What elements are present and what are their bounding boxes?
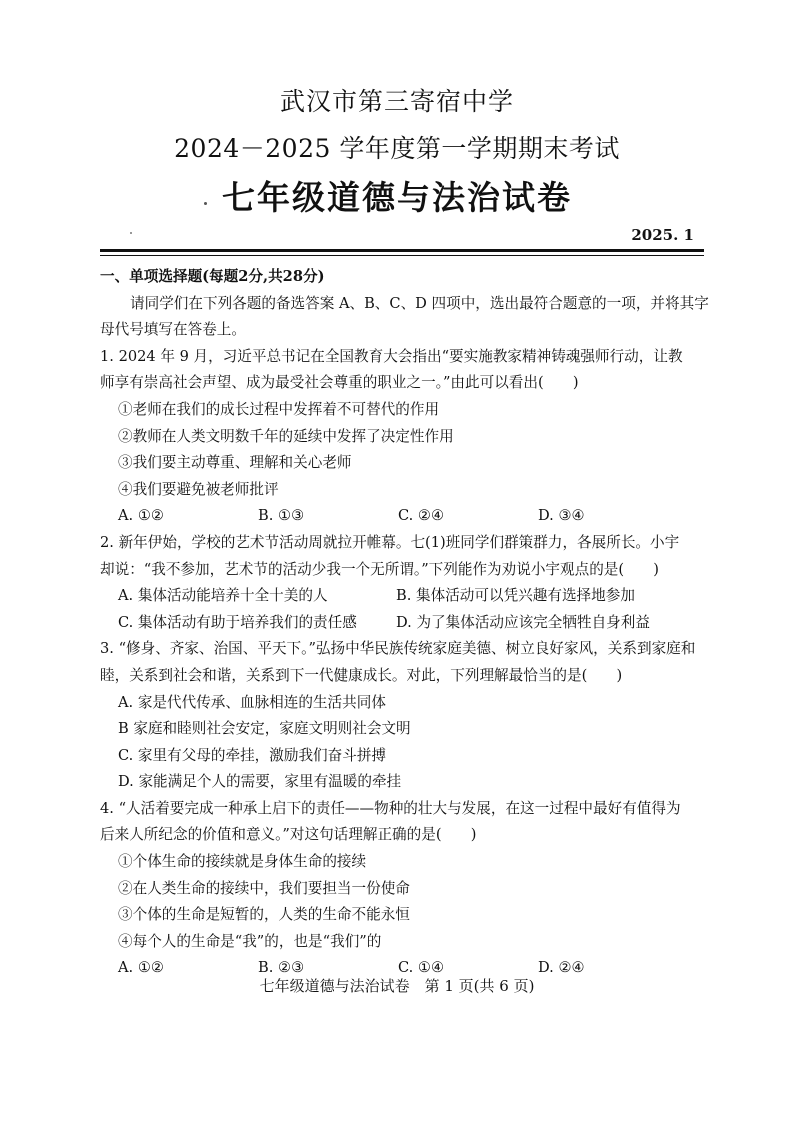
page-footer: 七年级道德与法治试卷 第 1 页(共 6 页): [259, 977, 535, 995]
q1-statement-2: ②教师在人类文明数千年的延续中发挥了决定性作用: [118, 427, 454, 445]
q4-statement-2: ②在人类生命的接续中，我们要担当一份使命: [118, 879, 410, 897]
q1-option-c: C. ②④: [398, 507, 445, 525]
q1-option-a: A. ①②: [118, 507, 164, 525]
header-rule-thin: [100, 255, 704, 256]
q1-option-d: D. ③④: [538, 507, 585, 525]
scan-speck: [204, 202, 207, 205]
q4-option-b: B. ②③: [258, 959, 305, 977]
q3-option-c: C. 家里有父母的牵挂，激励我们奋斗拼搏: [118, 746, 387, 764]
school-name: 武汉市第三寄宿中学: [279, 87, 514, 116]
exam-term: 2024－2025 学年度第一学期期末考试: [174, 134, 620, 163]
q1-stem: 师享有崇高社会声望、成为最受社会尊重的职业之一。”由此可以看出( ): [100, 374, 579, 392]
q1-statement-4: ④我们要避免被老师批评: [118, 480, 279, 498]
q4-option-d: D. ②④: [538, 959, 585, 977]
scan-speck: [130, 232, 132, 234]
header-rule-thick: [100, 249, 704, 252]
exam-date: 2025. 1: [631, 226, 694, 244]
q4-statement-4: ④每个人的生命是“我”的，也是“我们”的: [118, 932, 382, 950]
q1-statement-3: ③我们要主动尊重、理解和关心老师: [118, 454, 352, 472]
q4-option-c: C. ①④: [398, 959, 445, 977]
exam-title: 七年级道德与法治试卷: [222, 178, 572, 217]
q1-statement-1: ①老师在我们的成长过程中发挥着不可替代的作用: [118, 400, 440, 418]
q4-statement-3: ③个体的生命是短暂的，人类的生命不能永恒: [118, 906, 410, 924]
q2-option-d: D. 为了集体活动应该完全牺牲自身利益: [396, 613, 650, 631]
q4-option-a: A. ①②: [118, 959, 164, 977]
instruction-line: 请同学们在下列各题的备选答案 A、B、C、D 四项中，选出最符合题意的一项，并将其字: [130, 294, 709, 312]
instruction-line: 母代号填写在答卷上。: [100, 321, 246, 339]
exam-content: [100, 264, 710, 982]
q2-stem: 2. 新年伊始，学校的艺术节活动周就拉开帷幕。七(1)班同学们群策群力，各展所长。小宇: [100, 533, 680, 551]
q1-options: [100, 503, 710, 530]
q2-option-c: C. 集体活动有助于培养我们的责任感: [118, 613, 357, 631]
q3-option-a: A. 家是代代传承、血脉相连的生活共同体: [118, 693, 386, 711]
q3-stem: 3. “修身、齐家、治国、平天下。”弘扬中华民族传统家庭美德、树立良好家风，关系到家庭和: [100, 640, 696, 658]
q1-stem: 1. 2024 年 9 月，习近平总书记在全国教育大会指出“要实施教家精神铸魂强师行动，让教: [100, 347, 683, 365]
q2-options-row: [100, 583, 710, 610]
section-heading: 一、单项选择题(每题2分,共28分): [100, 268, 325, 285]
q4-statement-1: ①个体生命的接续就是身体生命的接续: [118, 853, 367, 871]
q2-option-a: A. 集体活动能培养十全十美的人: [118, 587, 328, 605]
q1-option-b: B. ①③: [258, 507, 305, 525]
q3-option-b: B 家庭和睦则社会安定，家庭文明则社会文明: [118, 720, 411, 738]
q4-stem: 4. “人活着要完成一种承上启下的责任——物种的壮大与发展，在这一过程中最好有值得为: [100, 799, 681, 817]
q2-stem: 却说：“我不参加，艺术节的活动少我一个无所谓。”下列能作为劝说小宇观点的是( ): [100, 560, 659, 578]
q2-options-row: [100, 610, 710, 637]
q4-stem: 后来人所纪念的价值和意义。”对这句话理解正确的是( ): [100, 826, 477, 844]
q3-stem: 睦，关系到社会和谐，关系到下一代健康成长。对此，下列理解最恰当的是( ): [100, 666, 623, 684]
q3-option-d: D. 家能满足个人的需要，家里有温暖的牵挂: [118, 773, 402, 791]
q2-option-b: B. 集体活动可以凭兴趣有选择地参加: [396, 587, 635, 605]
